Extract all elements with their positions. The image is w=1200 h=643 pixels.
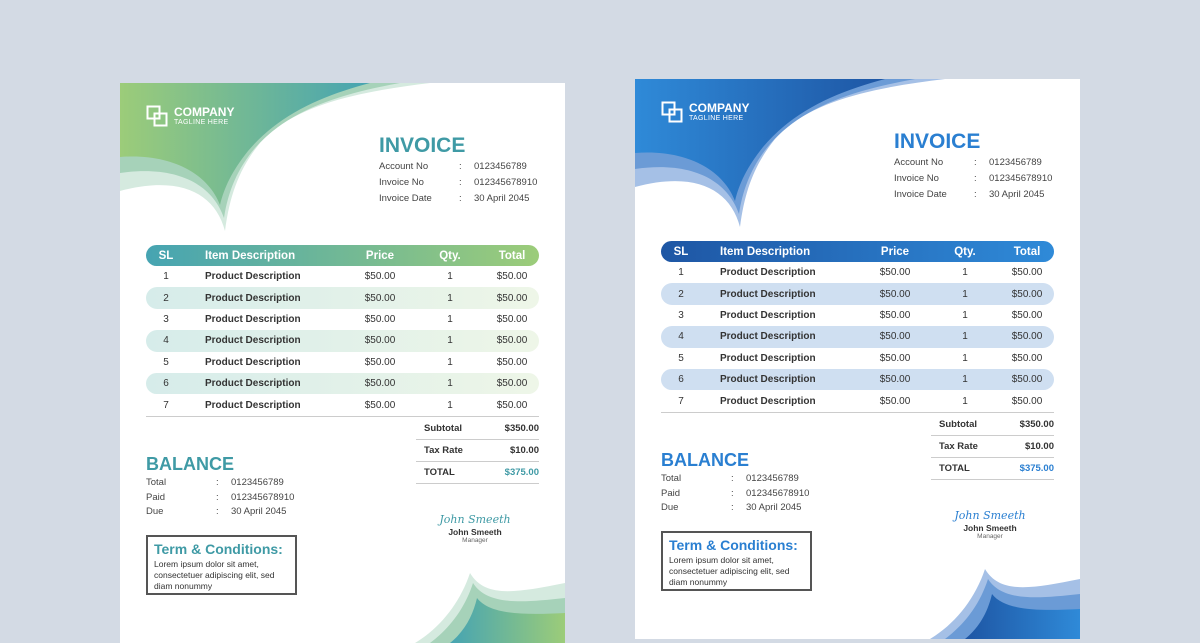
tax-row [416, 440, 539, 462]
cell-price: $50.00 [364, 335, 396, 347]
meta-key: Invoice Date [894, 189, 947, 200]
cell-description: Product Description [205, 356, 301, 368]
company-name: COMPANY [689, 100, 750, 115]
balance-value: 30 April 2045 [231, 506, 287, 517]
cell-qty: 1 [962, 331, 968, 343]
totals-block [931, 414, 1054, 480]
cell-qty: 1 [962, 288, 968, 300]
meta-value: 0123456789 [989, 157, 1042, 168]
meta-row-date [894, 189, 1052, 205]
balance-row-due [661, 502, 809, 517]
meta-value: 012345678910 [474, 177, 538, 188]
cell-sl: 3 [163, 313, 169, 325]
signer-role: Manager [977, 533, 1003, 540]
balance-value: 0123456789 [746, 473, 799, 484]
tax-label: Tax Rate [939, 441, 978, 452]
company-logo [661, 101, 749, 123]
cell-qty: 1 [447, 271, 453, 283]
meta-row-account [894, 157, 1052, 173]
balance-title: BALANCE [661, 450, 749, 470]
terms-title: Term & Conditions: [669, 537, 798, 553]
header-total: Total [1013, 245, 1041, 258]
cell-description: Product Description [720, 267, 816, 279]
table-divider [661, 412, 1054, 413]
signer-name: John Smeeth [963, 523, 1017, 533]
cell-qty: 1 [962, 352, 968, 364]
balance-key: Total [146, 477, 167, 488]
balance-value: 0123456789 [231, 477, 284, 488]
cell-description: Product Description [205, 399, 301, 411]
invoice-title: INVOICE [379, 134, 466, 157]
cell-price: $50.00 [879, 267, 911, 279]
table-row [146, 266, 539, 287]
invoice-blue [635, 79, 1080, 639]
cell-sl: 7 [678, 395, 684, 407]
cell-price: $50.00 [879, 395, 911, 407]
company-tagline: TAGLINE HERE [689, 114, 744, 122]
meta-sep: : [974, 173, 977, 184]
cell-sl: 5 [163, 356, 169, 368]
cell-qty: 1 [447, 313, 453, 325]
meta-value: 30 April 2045 [989, 189, 1045, 200]
balance-sep: : [731, 473, 734, 484]
cell-sl: 2 [678, 288, 684, 300]
cell-qty: 1 [447, 292, 453, 304]
cell-qty: 1 [962, 309, 968, 321]
meta-value: 30 April 2045 [474, 193, 530, 204]
cell-qty: 1 [962, 374, 968, 386]
subtotal-value: $350.00 [1019, 419, 1054, 430]
cell-price: $50.00 [879, 352, 911, 364]
balance-row-total [146, 477, 294, 492]
grand-total-row [416, 462, 539, 484]
cell-total: $50.00 [1011, 395, 1043, 407]
grand-total-value: $375.00 [504, 467, 539, 478]
cell-description: Product Description [205, 292, 301, 304]
table-row [661, 305, 1054, 326]
cell-description: Product Description [720, 352, 816, 364]
cell-description: Product Description [720, 288, 816, 300]
cell-description: Product Description [720, 331, 816, 343]
footer-wave-decoration [930, 539, 1080, 639]
meta-row-invoice-no [894, 173, 1052, 189]
cell-sl: 6 [163, 378, 169, 390]
cell-total: $50.00 [496, 313, 528, 325]
cell-description: Product Description [720, 395, 816, 407]
balance-key: Paid [146, 491, 166, 503]
cell-total: $50.00 [1011, 374, 1043, 386]
cell-price: $50.00 [364, 356, 396, 368]
cell-price: $50.00 [879, 331, 911, 343]
signer-name: John Smeeth [448, 527, 502, 537]
cell-total: $50.00 [496, 271, 528, 283]
meta-value: 0123456789 [474, 161, 527, 172]
items-table [146, 245, 539, 416]
cell-total: $50.00 [496, 335, 528, 347]
table-row [661, 390, 1054, 411]
meta-sep: : [974, 189, 977, 200]
cell-sl: 5 [678, 352, 684, 364]
grand-total-row [931, 458, 1054, 480]
meta-row-account [379, 161, 537, 177]
overlapping-squares-icon [146, 105, 168, 127]
subtotal-row [931, 414, 1054, 436]
signature-block [950, 509, 1030, 540]
subtotal-label: Subtotal [424, 423, 462, 434]
grand-total-label: TOTAL [939, 463, 970, 474]
balance-details [146, 477, 294, 521]
cell-total: $50.00 [1011, 352, 1043, 364]
cell-description: Product Description [205, 335, 301, 347]
meta-sep: : [459, 177, 462, 188]
cell-total: $50.00 [496, 356, 528, 368]
table-row [661, 369, 1054, 390]
balance-row-due [146, 506, 294, 521]
header-qty: Qty. [954, 245, 976, 258]
table-row [146, 394, 539, 415]
table-row [661, 283, 1054, 304]
table-row [661, 348, 1054, 369]
cell-price: $50.00 [364, 313, 396, 325]
company-logo [146, 105, 234, 127]
cell-qty: 1 [447, 356, 453, 368]
balance-row-total [661, 473, 809, 488]
cell-qty: 1 [447, 399, 453, 411]
balance-key: Paid [661, 487, 681, 499]
terms-box [146, 535, 297, 595]
cell-price: $50.00 [879, 288, 911, 300]
header-sl: SL [158, 249, 174, 262]
header-price: Price [880, 245, 910, 258]
grand-total-value: $375.00 [1019, 463, 1054, 474]
balance-value: 012345678910 [746, 487, 810, 499]
table-row [661, 326, 1054, 347]
cell-total: $50.00 [1011, 267, 1043, 279]
invoice-title: INVOICE [894, 130, 981, 153]
cell-price: $50.00 [879, 374, 911, 386]
cell-qty: 1 [447, 378, 453, 390]
cell-qty: 1 [962, 267, 968, 279]
header-price: Price [365, 249, 395, 262]
header-description: Item Description [720, 245, 811, 258]
header-description: Item Description [205, 249, 296, 262]
meta-key: Account No [379, 161, 429, 172]
cell-description: Product Description [205, 313, 301, 325]
meta-row-date [379, 193, 537, 209]
cell-sl: 1 [678, 267, 684, 279]
table-row [661, 262, 1054, 283]
subtotal-row [416, 418, 539, 440]
balance-row-paid [661, 488, 809, 503]
cell-price: $50.00 [364, 378, 396, 390]
invoice-meta [894, 157, 1052, 205]
cell-sl: 4 [163, 335, 169, 347]
header-total: Total [498, 249, 526, 262]
items-table [661, 241, 1054, 412]
balance-value: 30 April 2045 [746, 502, 802, 513]
cell-description: Product Description [720, 309, 816, 321]
subtotal-label: Subtotal [939, 419, 977, 430]
cell-sl: 7 [163, 399, 169, 411]
cell-total: $50.00 [496, 378, 528, 390]
terms-body: Lorem ipsum dolor sit amet, consectetuer adipiscing elit, sed diam nonummy [154, 559, 275, 591]
cell-sl: 4 [678, 331, 684, 343]
cell-sl: 3 [678, 309, 684, 321]
cell-qty: 1 [447, 335, 453, 347]
invoice-meta [379, 161, 537, 209]
cell-price: $50.00 [364, 292, 396, 304]
balance-key: Due [661, 502, 679, 513]
grand-total-label: TOTAL [424, 467, 455, 478]
tax-value: $10.00 [509, 445, 539, 456]
cell-qty: 1 [962, 395, 968, 407]
meta-key: Account No [894, 157, 944, 168]
signer-role: Manager [462, 537, 488, 544]
cell-sl: 1 [163, 271, 169, 283]
balance-sep: : [216, 477, 219, 488]
meta-key: Invoice No [379, 177, 424, 188]
table-header [146, 245, 539, 266]
cell-description: Product Description [720, 374, 816, 386]
invoice-green [120, 83, 565, 643]
balance-sep: : [731, 487, 734, 499]
handwritten-signature: John Smeeth [439, 513, 511, 526]
cell-total: $50.00 [496, 399, 528, 411]
cell-price: $50.00 [364, 399, 396, 411]
balance-sep: : [216, 491, 219, 503]
meta-key: Invoice No [894, 173, 939, 184]
balance-key: Due [146, 506, 164, 517]
balance-value: 012345678910 [231, 491, 295, 503]
signature-block [435, 513, 515, 544]
tax-label: Tax Rate [424, 445, 463, 456]
terms-title: Term & Conditions: [154, 541, 283, 557]
company-tagline: TAGLINE HERE [174, 118, 229, 126]
table-row [146, 287, 539, 308]
company-name: COMPANY [174, 104, 235, 119]
meta-sep: : [459, 193, 462, 204]
subtotal-value: $350.00 [504, 423, 539, 434]
terms-body: Lorem ipsum dolor sit amet, consectetuer adipiscing elit, sed diam nonummy [669, 555, 790, 587]
table-row [146, 309, 539, 330]
cell-sl: 2 [163, 292, 169, 304]
cell-total: $50.00 [1011, 309, 1043, 321]
meta-value: 012345678910 [989, 173, 1053, 184]
meta-row-invoice-no [379, 177, 537, 193]
handwritten-signature: John Smeeth [954, 509, 1026, 522]
footer-wave-decoration [415, 543, 565, 643]
cell-description: Product Description [205, 378, 301, 390]
cell-total: $50.00 [496, 292, 528, 304]
table-row [146, 330, 539, 351]
cell-sl: 6 [678, 374, 684, 386]
balance-sep: : [731, 502, 734, 513]
cell-total: $50.00 [1011, 288, 1043, 300]
tax-value: $10.00 [1024, 441, 1054, 452]
totals-block [416, 418, 539, 484]
balance-key: Total [661, 473, 682, 484]
balance-row-paid [146, 492, 294, 507]
header-sl: SL [673, 245, 689, 258]
overlapping-squares-icon [661, 101, 683, 123]
table-row [146, 373, 539, 394]
cell-price: $50.00 [364, 271, 396, 283]
balance-details [661, 473, 809, 517]
balance-title: BALANCE [146, 454, 234, 474]
table-divider [146, 416, 539, 417]
meta-sep: : [459, 161, 462, 172]
table-row [146, 352, 539, 373]
table-header [661, 241, 1054, 262]
tax-row [931, 436, 1054, 458]
cell-description: Product Description [205, 271, 301, 283]
cell-total: $50.00 [1011, 331, 1043, 343]
header-qty: Qty. [439, 249, 461, 262]
balance-sep: : [216, 506, 219, 517]
terms-box [661, 531, 812, 591]
meta-sep: : [974, 157, 977, 168]
cell-price: $50.00 [879, 309, 911, 321]
meta-key: Invoice Date [379, 193, 432, 204]
